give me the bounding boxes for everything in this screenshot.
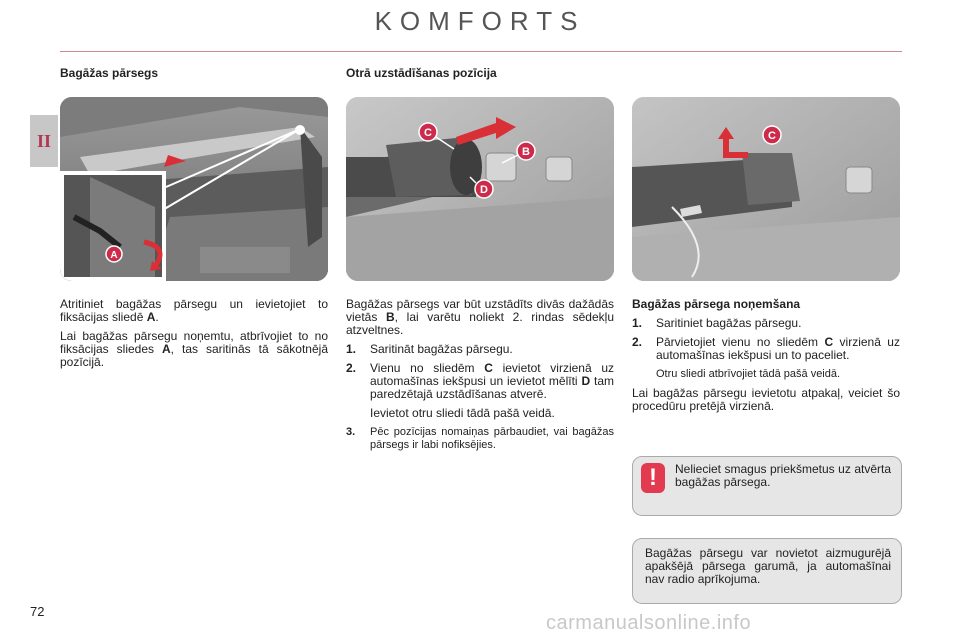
info-box: [632, 538, 902, 604]
label-b: B: [522, 146, 530, 158]
watermark: carmanualsonline.info: [546, 612, 752, 634]
header-divider: [60, 51, 902, 52]
list-item: 1. Saritiniet bagāžas pārsegu.: [632, 316, 802, 330]
label-a: A: [110, 250, 118, 261]
page-title: KOMFORTS: [374, 6, 586, 36]
page-number: 72: [30, 604, 45, 619]
label-d: D: [480, 184, 488, 196]
right-outro: Lai bagāžas pārsegu ievietotu atpakaļ, veiciet šo procedūru pretējā virzienā.: [632, 386, 900, 413]
list-item: 2. Vienu no sliedēm C ievietot virzienā uz automašīnas iekšpusi un ievietot mēlīti D tam paredzētajā uzstādīšanas atverē.: [346, 361, 615, 401]
list-item: 2. Pārvietojiet vienu no sliedēm C virzienā uz automašīnas iekšpusi un to paceliet.: [632, 335, 900, 362]
label-c-2: C: [768, 130, 776, 142]
left-column-text: [60, 298, 328, 375]
warning-text: Nelieciet smagus priekšmetus uz atvērta bagāžas pārsega.: [675, 462, 891, 489]
photo-cover-removal: [632, 97, 900, 281]
list-item: Otru sliedi atbrīvojiet tādā pašā veidā.: [656, 368, 841, 380]
middle-steps: [346, 343, 614, 452]
heading-luggage-cover: Bagāžas pārsegs: [60, 66, 159, 80]
photo-second-position: [346, 97, 614, 281]
list-item: Ievietot otru sliedi tādā pašā veidā.: [370, 406, 555, 420]
heading-cover-removal: Bagāžas pārsega noņemšana: [632, 297, 801, 311]
heading-second-position: Otrā uzstādīšanas pozīcija: [346, 66, 497, 80]
label-c: C: [424, 127, 432, 139]
info-text: Bagāžas pārsegu var novietot aizmugurējā apakšējā pārsega garumā, ja automašīnai nav radio aprīkojuma.: [645, 546, 891, 586]
warning-box: [632, 456, 902, 516]
left-paragraph-1: Atritiniet bagāžas pārsegu un ievietojiet to fiksācijas sliedē A.: [60, 297, 328, 324]
middle-intro: Bagāžas pārsegs var būt uzstādīts divās dažādās vietās B, lai varētu noliekt 2. rindas sēdekļu atzveltnes.: [346, 297, 614, 337]
list-item: 3. Pēc pozīcijas nomaiņas pārbaudiet, vai bagāžas pārsegs ir labi nofiksējies.: [346, 426, 614, 451]
photo-luggage-cover: [60, 97, 328, 281]
right-steps: [632, 317, 900, 381]
left-paragraph-2: Lai bagāžas pārsegu noņemtu, atbrīvojiet to no fiksācijas sliedes A, tas saritinās tā sākotnējā pozīcijā.: [60, 329, 328, 369]
middle-column-text: [346, 298, 614, 458]
list-item: 1. Saritināt bagāžas pārsegu.: [346, 342, 513, 356]
warning-icon: !: [641, 463, 665, 493]
chapter-tab[interactable]: II: [30, 115, 58, 167]
right-column-text: [632, 298, 900, 419]
